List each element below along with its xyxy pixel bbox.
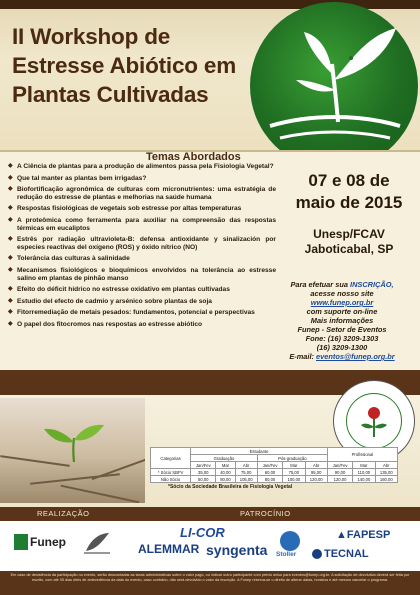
list-item: ◆ Estrês por radiação ultravioleta-B: defensa antioxidante y sinalización por especies reactivas del oxígeno (ROS) y óxido nítrico (NO) <box>8 236 276 251</box>
table-cell: 120,00 <box>327 476 352 483</box>
table-row <box>151 448 398 455</box>
list-item: ◆ Efeito do déficit hídrico no estresse oxidativo em plantas cultivadas <box>8 286 276 294</box>
table-cell: 120,00 <box>305 476 327 483</box>
list-item: ◆ Respostas fisiológicas de vegetais sob estresse por altas temperaturas <box>8 205 276 213</box>
alemmar-logo[interactable]: ALEMMAR <box>138 542 200 556</box>
sponsor-logos <box>0 521 420 571</box>
stoller-mark-icon <box>280 531 300 551</box>
table-cell: 135,00 <box>375 469 397 476</box>
table-cell: 75,00 <box>235 469 257 476</box>
fapesp-mark-icon: ▲ <box>336 529 347 541</box>
tecnal-name: TECNAL <box>324 548 369 560</box>
date-line-1: 07 e 08 de <box>308 171 390 190</box>
list-item: ◆ O papel dos fitocromos nas respostas ao estresse abiótico <box>8 321 276 329</box>
stoller-name: Stoller <box>276 551 297 558</box>
event-date <box>283 170 415 214</box>
support-line: com suporte on-line <box>306 307 378 316</box>
table-header: Graduação <box>191 455 258 462</box>
phone-line-1: Fone: (16) 3209-1303 <box>305 334 379 343</box>
table-cell: Abr <box>375 462 397 469</box>
stoller-logo[interactable] <box>276 531 300 558</box>
registration-line <box>268 280 416 289</box>
fapesp-name: FAPESP <box>346 529 391 541</box>
table-row <box>151 476 398 483</box>
more-info-line: Mais informações <box>310 316 374 325</box>
registration-prefix: Para efetuar sua <box>290 280 351 289</box>
phone-line-2: (16) 3209-1300 <box>316 343 368 352</box>
fee-table-note: *Sócio da Sociedade Brasileira de Fisiologia Vegetal <box>168 484 293 490</box>
funep-mark-icon <box>14 534 28 550</box>
registration-info <box>268 280 416 361</box>
table-cell: 40,00 <box>216 469 235 476</box>
table-header: Pós-graduação <box>257 455 327 462</box>
table-cell: 60,00 <box>257 469 282 476</box>
table-cell: 80,00 <box>216 476 235 483</box>
place-line-2: Jaboticabal, SP <box>304 242 394 256</box>
list-item: ◆ Mecanismos fisiológicos e bioquímicos envolvidos na tolerância ao estresse salino em plantas de pinhão manso <box>8 267 276 282</box>
licor-logo[interactable]: LI-COR <box>180 525 225 540</box>
table-cell: Não Sócio <box>151 476 191 483</box>
email-link[interactable]: eventos@funep.org.br <box>316 352 395 361</box>
table-cell: 95,00 <box>305 469 327 476</box>
events-sector-line: Funep - Setor de Eventos <box>297 325 387 334</box>
table-header: Categorias <box>151 448 191 469</box>
sprout-photo <box>0 398 145 503</box>
table-cell: 110,00 <box>353 469 375 476</box>
seedling-icon <box>0 398 145 503</box>
realizacao-label: REALIZAÇÃO <box>37 509 90 518</box>
tecnal-logo[interactable] <box>312 548 369 560</box>
title-line-1: II Workshop de <box>12 24 171 49</box>
table-cell: Abr <box>305 462 327 469</box>
list-item: ◆ Que tal manter as plantas bem irrigadas? <box>8 175 276 183</box>
list-item: ◆ A proteômica como ferramenta para auxiliar na compreensão das respostas térmicas em eucaliptos <box>8 217 276 232</box>
title-line-2: Estresse Abiótico em <box>12 53 236 78</box>
footer <box>0 571 420 595</box>
table-cell: 75,00 <box>283 469 305 476</box>
fapesp-logo[interactable] <box>336 529 390 541</box>
table-cell: Jan/Fev <box>257 462 282 469</box>
table-cell: 140,00 <box>353 476 375 483</box>
topics-list <box>8 163 276 333</box>
date-line-2: maio de 2015 <box>295 193 403 212</box>
email-line <box>268 352 416 361</box>
unesp-emblem-icon <box>82 527 112 557</box>
table-header: Profissional <box>327 448 397 462</box>
place-line-1: Unesp/FCAV <box>313 227 385 241</box>
title-line-3: Plantas Cultivadas <box>12 82 209 107</box>
footer-text: Em caso de desistência da participação no evento, serão descontadas as taxas administrativas sobre o valor pago, ou indicar outro participante com prévio aviso para eventos@funep.org.br. A solicitação de devolutiva deverá ser feita por escrito, com até 05 dias úteis de antecedência da data do evento, caso contrário, não será devolvido o valor da inscrição. A Funep reserva-se o direito de alterar datas, horários e até mesmo cancelar o programa. <box>10 573 410 582</box>
temas-heading: Temas Abordados <box>146 151 241 163</box>
list-item: ◆ A Ciência de plantas para a produção de alimentos passa pela Fisiologia Vegetal? <box>8 163 276 171</box>
table-cell: 90,00 <box>327 469 352 476</box>
table-cell: 50,00 <box>191 476 216 483</box>
table-cell: 105,00 <box>235 476 257 483</box>
table-cell: Jan/Fev <box>191 462 216 469</box>
table-cell: 35,00 <box>191 469 216 476</box>
table-cell: Mar <box>216 462 235 469</box>
email-label: E-mail: <box>289 352 317 361</box>
list-item: ◆ Biofortificação agronômica de culturas com micronutrientes: uma estratégia de redução do estresse de plantas e melhorias na saúde humana <box>8 186 276 201</box>
list-item: ◆ Tolerância das culturas à salinidade <box>8 255 276 263</box>
table-cell: Jan/Fev <box>327 462 352 469</box>
table-cell: * Sócio SBFV <box>151 469 191 476</box>
tecnal-mark-icon <box>312 549 322 559</box>
table-cell: 100,00 <box>283 476 305 483</box>
table-row <box>151 469 398 476</box>
event-place <box>283 227 415 257</box>
list-item: ◆ Estudio del efecto de cadmio y arsénico sobre plantas de soja <box>8 298 276 306</box>
table-cell: Mar <box>353 462 375 469</box>
patrocinio-label: PATROCÍNIO <box>240 509 291 518</box>
table-cell: Abr <box>235 462 257 469</box>
access-line: acesse nosso site <box>310 289 374 298</box>
funep-name: Funep <box>30 534 66 549</box>
site-link[interactable]: www.funep.org.br <box>310 298 374 307</box>
list-item: ◆ Fitorremediação de metais pesados: fundamentos, potencial e perspectivas <box>8 309 276 317</box>
unesp-logo-icon[interactable] <box>82 527 112 557</box>
syngenta-logo[interactable]: syngenta <box>206 542 268 558</box>
fee-table <box>150 447 398 483</box>
workshop-title <box>12 22 292 109</box>
table-cell: 80,00 <box>257 476 282 483</box>
inscricao-highlight: INSCRIÇÃO, <box>350 280 394 289</box>
table-header: Estudante <box>191 448 328 455</box>
funep-logo[interactable] <box>14 533 66 551</box>
table-cell: 160,00 <box>375 476 397 483</box>
table-cell: Mar <box>283 462 305 469</box>
